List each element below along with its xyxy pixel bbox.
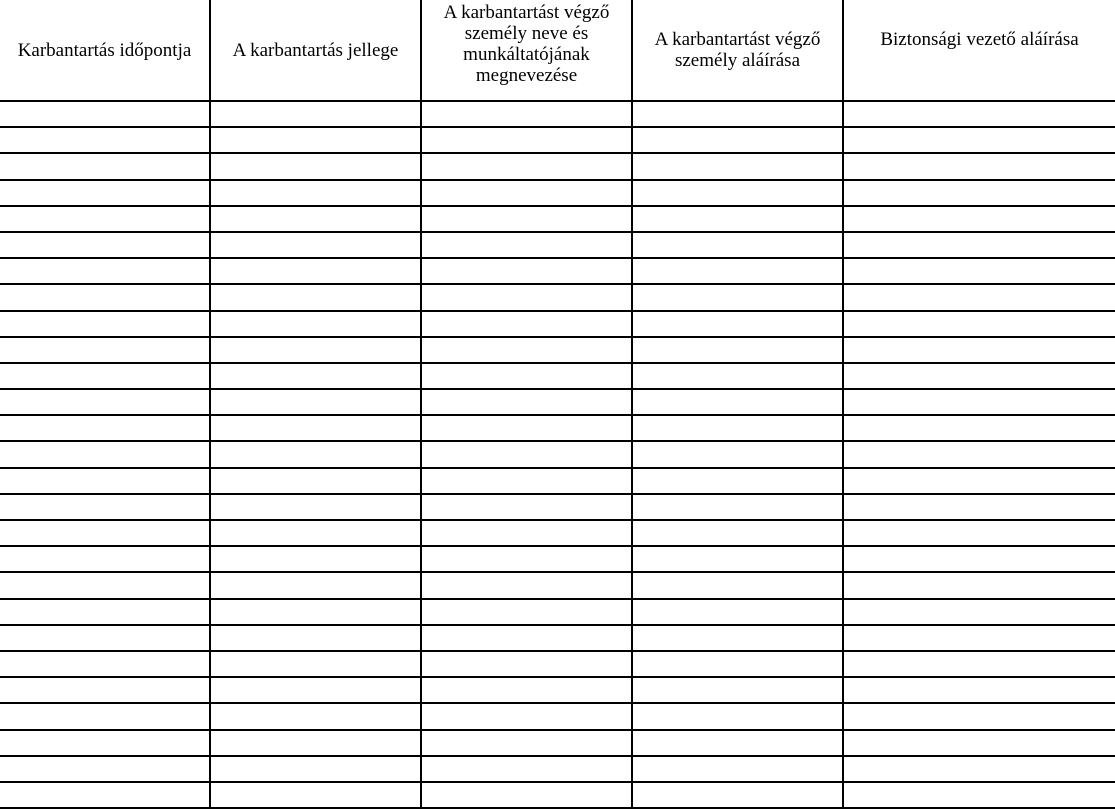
date-cell[interactable] <box>0 389 210 415</box>
technician-signature-cell[interactable] <box>632 284 843 310</box>
date-cell[interactable] <box>0 206 210 232</box>
date-cell[interactable] <box>0 180 210 206</box>
table-row <box>0 677 1115 703</box>
technician-signature-cell[interactable] <box>632 730 843 756</box>
manager-signature-cell[interactable] <box>843 101 1115 127</box>
type-cell[interactable] <box>210 389 421 415</box>
type-cell[interactable] <box>210 677 421 703</box>
manager-signature-cell[interactable] <box>843 441 1115 467</box>
type-cell[interactable] <box>210 311 421 337</box>
technician-signature-cell[interactable] <box>632 782 843 808</box>
technician-signature-cell[interactable] <box>632 180 843 206</box>
table-row <box>0 703 1115 729</box>
type-cell[interactable] <box>210 756 421 782</box>
date-cell[interactable] <box>0 101 210 127</box>
table-row <box>0 468 1115 494</box>
table-row <box>0 284 1115 310</box>
technician-name-cell[interactable] <box>421 415 632 441</box>
manager-signature-cell[interactable] <box>843 258 1115 284</box>
type-cell[interactable] <box>210 625 421 651</box>
type-cell[interactable] <box>210 284 421 310</box>
technician-signature-cell[interactable] <box>632 232 843 258</box>
table-row <box>0 756 1115 782</box>
technician-signature-cell[interactable] <box>632 101 843 127</box>
technician-signature-cell[interactable] <box>632 677 843 703</box>
type-cell[interactable] <box>210 651 421 677</box>
technician-signature-cell[interactable] <box>632 756 843 782</box>
type-cell[interactable] <box>210 232 421 258</box>
manager-signature-cell[interactable] <box>843 311 1115 337</box>
manager-signature-cell[interactable] <box>843 468 1115 494</box>
technician-name-cell[interactable] <box>421 441 632 467</box>
date-cell[interactable] <box>0 311 210 337</box>
date-cell[interactable] <box>0 441 210 467</box>
technician-signature-cell[interactable] <box>632 468 843 494</box>
technician-name-cell[interactable] <box>421 389 632 415</box>
technician-signature-cell[interactable] <box>632 520 843 546</box>
technician-name-cell[interactable] <box>421 730 632 756</box>
type-cell[interactable] <box>210 363 421 389</box>
technician-signature-cell[interactable] <box>632 206 843 232</box>
technician-signature-cell[interactable] <box>632 494 843 520</box>
header-technician-signature: A karbantartást végző személy aláírása <box>632 0 843 101</box>
type-cell[interactable] <box>210 337 421 363</box>
table-row <box>0 232 1115 258</box>
technician-signature-cell[interactable] <box>632 311 843 337</box>
technician-signature-cell[interactable] <box>632 572 843 598</box>
technician-name-cell[interactable] <box>421 258 632 284</box>
manager-signature-cell[interactable] <box>843 127 1115 153</box>
table-row <box>0 782 1115 808</box>
manager-signature-cell[interactable] <box>843 363 1115 389</box>
technician-name-cell[interactable] <box>421 625 632 651</box>
table-row <box>0 101 1115 127</box>
type-cell[interactable] <box>210 572 421 598</box>
technician-name-cell[interactable] <box>421 153 632 179</box>
type-cell[interactable] <box>210 546 421 572</box>
date-cell[interactable] <box>0 363 210 389</box>
technician-name-cell[interactable] <box>421 677 632 703</box>
date-cell[interactable] <box>0 599 210 625</box>
date-cell[interactable] <box>0 756 210 782</box>
manager-signature-cell[interactable] <box>843 153 1115 179</box>
technician-signature-cell[interactable] <box>632 546 843 572</box>
technician-name-cell[interactable] <box>421 572 632 598</box>
table-row <box>0 625 1115 651</box>
table-row <box>0 311 1115 337</box>
type-cell[interactable] <box>210 782 421 808</box>
table-row <box>0 127 1115 153</box>
technician-name-cell[interactable] <box>421 782 632 808</box>
technician-signature-cell[interactable] <box>632 258 843 284</box>
type-cell[interactable] <box>210 441 421 467</box>
technician-signature-cell[interactable] <box>632 441 843 467</box>
technician-name-cell[interactable] <box>421 337 632 363</box>
date-cell[interactable] <box>0 127 210 153</box>
technician-signature-cell[interactable] <box>632 415 843 441</box>
type-cell[interactable] <box>210 153 421 179</box>
table-row <box>0 494 1115 520</box>
date-cell[interactable] <box>0 415 210 441</box>
table-row <box>0 520 1115 546</box>
technician-signature-cell[interactable] <box>632 625 843 651</box>
technician-signature-cell[interactable] <box>632 703 843 729</box>
date-cell[interactable] <box>0 782 210 808</box>
table-row <box>0 206 1115 232</box>
manager-signature-cell[interactable] <box>843 284 1115 310</box>
manager-signature-cell[interactable] <box>843 756 1115 782</box>
type-cell[interactable] <box>210 468 421 494</box>
type-cell[interactable] <box>210 258 421 284</box>
technician-signature-cell[interactable] <box>632 599 843 625</box>
date-cell[interactable] <box>0 284 210 310</box>
table-row <box>0 258 1115 284</box>
header-maintenance-type: A karbantartás jellege <box>210 0 421 101</box>
type-cell[interactable] <box>210 415 421 441</box>
date-cell[interactable] <box>0 651 210 677</box>
table-row <box>0 546 1115 572</box>
technician-signature-cell[interactable] <box>632 337 843 363</box>
date-cell[interactable] <box>0 677 210 703</box>
manager-signature-cell[interactable] <box>843 703 1115 729</box>
technician-name-cell[interactable] <box>421 180 632 206</box>
date-cell[interactable] <box>0 730 210 756</box>
type-cell[interactable] <box>210 520 421 546</box>
table-row <box>0 572 1115 598</box>
technician-name-cell[interactable] <box>421 651 632 677</box>
technician-name-cell[interactable] <box>421 599 632 625</box>
date-cell[interactable] <box>0 703 210 729</box>
type-cell[interactable] <box>210 180 421 206</box>
table-row <box>0 389 1115 415</box>
date-cell[interactable] <box>0 153 210 179</box>
manager-signature-cell[interactable] <box>843 599 1115 625</box>
table-row <box>0 415 1115 441</box>
date-cell[interactable] <box>0 232 210 258</box>
type-cell[interactable] <box>210 206 421 232</box>
manager-signature-cell[interactable] <box>843 180 1115 206</box>
technician-name-cell[interactable] <box>421 363 632 389</box>
technician-name-cell[interactable] <box>421 206 632 232</box>
manager-signature-cell[interactable] <box>843 389 1115 415</box>
date-cell[interactable] <box>0 258 210 284</box>
header-technician-name-employer: A karbantartást végző személy neve és munkáltatójának megnevezése <box>421 0 632 101</box>
technician-name-cell[interactable] <box>421 232 632 258</box>
manager-signature-cell[interactable] <box>843 572 1115 598</box>
table-row <box>0 337 1115 363</box>
technician-name-cell[interactable] <box>421 311 632 337</box>
table-row <box>0 441 1115 467</box>
type-cell[interactable] <box>210 730 421 756</box>
type-cell[interactable] <box>210 599 421 625</box>
table-row <box>0 153 1115 179</box>
header-row <box>0 0 1115 101</box>
manager-signature-cell[interactable] <box>843 730 1115 756</box>
manager-signature-cell[interactable] <box>843 520 1115 546</box>
type-cell[interactable] <box>210 494 421 520</box>
date-cell[interactable] <box>0 546 210 572</box>
date-cell[interactable] <box>0 337 210 363</box>
table-row <box>0 599 1115 625</box>
technician-name-cell[interactable] <box>421 101 632 127</box>
technician-name-cell[interactable] <box>421 703 632 729</box>
technician-signature-cell[interactable] <box>632 127 843 153</box>
type-cell[interactable] <box>210 703 421 729</box>
technician-name-cell[interactable] <box>421 546 632 572</box>
technician-signature-cell[interactable] <box>632 651 843 677</box>
manager-signature-cell[interactable] <box>843 625 1115 651</box>
technician-name-cell[interactable] <box>421 127 632 153</box>
technician-name-cell[interactable] <box>421 494 632 520</box>
manager-signature-cell[interactable] <box>843 337 1115 363</box>
technician-signature-cell[interactable] <box>632 153 843 179</box>
manager-signature-cell[interactable] <box>843 494 1115 520</box>
table-row <box>0 651 1115 677</box>
technician-signature-cell[interactable] <box>632 389 843 415</box>
type-cell[interactable] <box>210 127 421 153</box>
technician-name-cell[interactable] <box>421 520 632 546</box>
date-cell[interactable] <box>0 625 210 651</box>
table-row <box>0 730 1115 756</box>
technician-name-cell[interactable] <box>421 756 632 782</box>
header-maintenance-date: Karbantartás időpontja <box>0 0 210 101</box>
technician-signature-cell[interactable] <box>632 363 843 389</box>
manager-signature-cell[interactable] <box>843 546 1115 572</box>
manager-signature-cell[interactable] <box>843 677 1115 703</box>
technician-name-cell[interactable] <box>421 468 632 494</box>
date-cell[interactable] <box>0 494 210 520</box>
manager-signature-cell[interactable] <box>843 415 1115 441</box>
manager-signature-cell[interactable] <box>843 206 1115 232</box>
manager-signature-cell[interactable] <box>843 232 1115 258</box>
type-cell[interactable] <box>210 101 421 127</box>
table-row <box>0 180 1115 206</box>
date-cell[interactable] <box>0 572 210 598</box>
date-cell[interactable] <box>0 520 210 546</box>
date-cell[interactable] <box>0 468 210 494</box>
manager-signature-cell[interactable] <box>843 782 1115 808</box>
log-body <box>0 101 1115 808</box>
header-safety-manager-signature: Biztonsági vezető aláírása <box>843 0 1115 101</box>
technician-name-cell[interactable] <box>421 284 632 310</box>
table-row <box>0 363 1115 389</box>
manager-signature-cell[interactable] <box>843 651 1115 677</box>
